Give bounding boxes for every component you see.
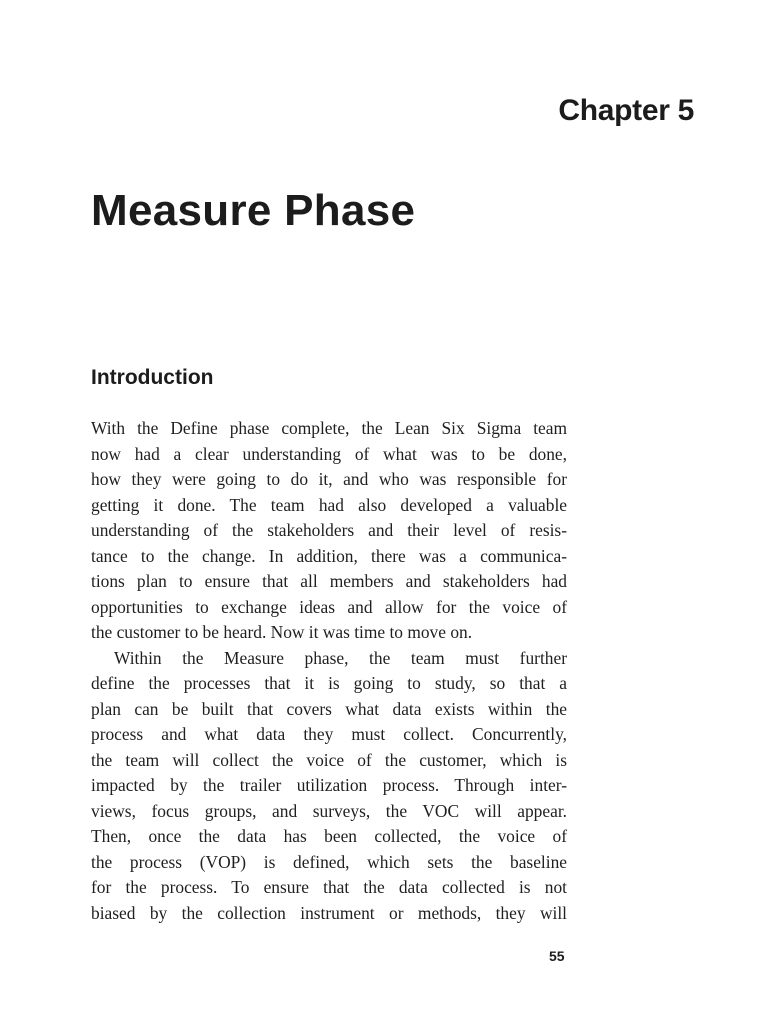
paragraph-line: the process (VOP) is defined, which sets the baseline [91, 851, 567, 872]
paragraph-line: biased by the collection instrument or methods, they will [91, 902, 567, 923]
page-number: 55 [549, 948, 565, 964]
chapter-label: Chapter 5 [558, 94, 694, 127]
paragraph-line: opportunities to exchange ideas and allow for the voice of [91, 596, 567, 617]
paragraph-line: With the Define phase complete, the Lean Six Sigma team [91, 418, 567, 438]
paragraph-line: the team will collect the voice of the customer, which is [91, 749, 567, 770]
paragraph-1 [91, 416, 567, 646]
paragraph-line: plan can be built that covers what data exists within the [91, 698, 567, 719]
paragraph-line: understanding of the stakeholders and their level of resis- [91, 520, 567, 540]
paragraph-line: tions plan to ensure that all members and stakeholders had [91, 571, 567, 591]
paragraph-line: impacted by the trailer utilization process. Through inter- [91, 775, 567, 795]
body-text [91, 416, 567, 926]
paragraph-line: for the process. To ensure that the data collected is not [91, 877, 567, 897]
chapter-title: Measure Phase [91, 186, 416, 235]
paragraph-line: process and what data they must collect. Concurrently, [91, 724, 567, 744]
paragraph-line: Within the Measure phase, the team must further [114, 647, 567, 668]
paragraph-line: Then, once the data has been collected, the voice of [91, 826, 567, 846]
paragraph-line: tance to the change. In addition, there was a communica- [91, 545, 567, 566]
paragraph-2 [91, 646, 567, 927]
paragraph-line: how they were going to do it, and who was responsible for [91, 469, 567, 489]
paragraph-line: the customer to be heard. Now it was time to move on. [91, 622, 473, 642]
section-heading: Introduction [91, 366, 214, 389]
paragraph-line: getting it done. The team had also developed a valuable [91, 494, 567, 515]
paragraph-line: define the processes that it is going to study, so that a [91, 673, 567, 693]
paragraph-line: views, focus groups, and surveys, the VOC will appear. [91, 800, 567, 821]
paragraph-line: now had a clear understanding of what was to be done, [91, 443, 567, 464]
